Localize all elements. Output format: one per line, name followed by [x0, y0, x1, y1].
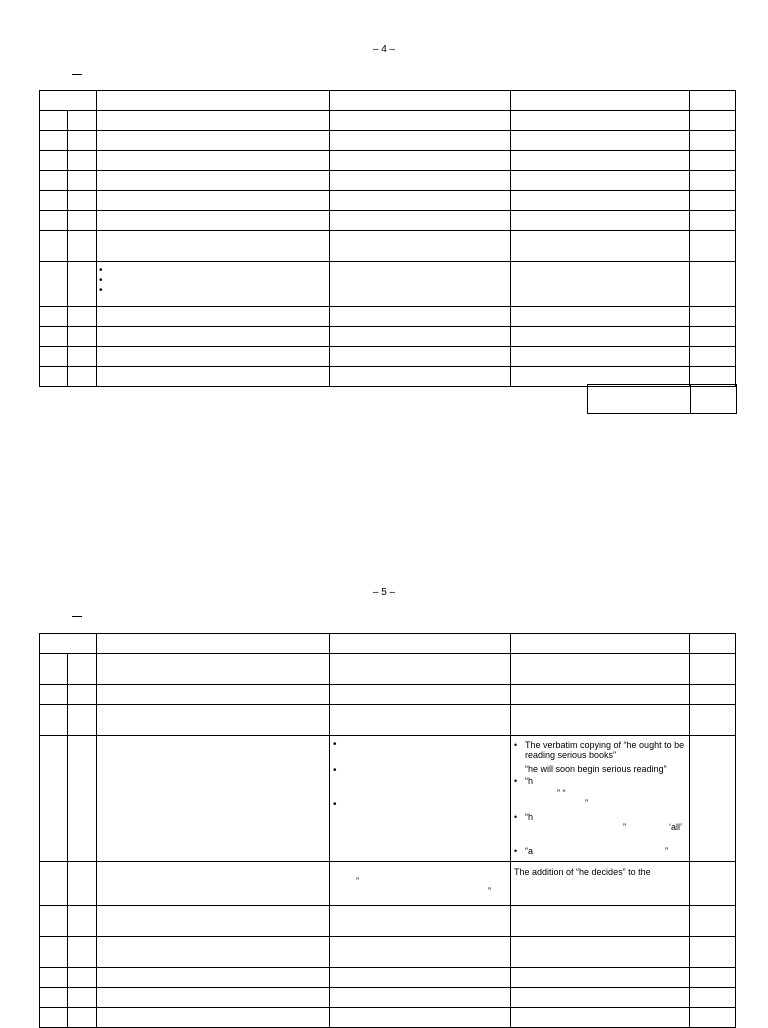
criteria-cell: [330, 736, 511, 862]
answer-cell: [511, 862, 690, 906]
answer-cell: • The verbatim copying of “he ought to be reading serious books” “he will soon begin serious reading” • “h ” “ ” • “h ” ‘all’ • “a ”: [511, 736, 690, 862]
answer-text: The addition of “he decides” to the: [514, 867, 651, 877]
header-cell: [97, 634, 330, 654]
header-cell: [97, 91, 330, 111]
page-number: – 4 –: [372, 44, 396, 55]
section-dash: [72, 74, 82, 75]
header-cell: [511, 91, 690, 111]
table-row: [40, 171, 736, 191]
table-row: [40, 968, 736, 988]
table-row: [40, 151, 736, 171]
header-cell: [330, 91, 511, 111]
header-cell: [40, 91, 97, 111]
marking-table: [39, 633, 736, 1028]
header-cell: [330, 634, 511, 654]
quote-marks: ”: [623, 822, 626, 832]
quote-marks: ”: [665, 846, 668, 856]
header-cell: [690, 634, 736, 654]
table-row: [40, 307, 736, 327]
bullet-item: [99, 266, 329, 276]
quote-marks: ”: [585, 798, 588, 808]
table-row: [40, 654, 736, 685]
table-row: [40, 191, 736, 211]
table-row: [40, 988, 736, 1008]
bullet: •: [333, 739, 337, 750]
table-row: [40, 736, 736, 862]
header-cell: [40, 634, 97, 654]
table-row: [40, 262, 736, 307]
bullet-item: [99, 286, 329, 296]
quote-marks: ”: [488, 886, 491, 896]
answer-text: “he will soon begin serious reading”: [525, 764, 667, 774]
quote-marks: ” “: [557, 788, 566, 798]
section-dash: [72, 616, 82, 617]
quote-marks: ”: [356, 876, 359, 886]
answer-text: “h: [525, 812, 534, 822]
answer-text: “h: [525, 776, 534, 786]
criteria-cell: [330, 862, 511, 906]
table-row: [40, 327, 736, 347]
answer-text: The verbatim copying of “he ought to be reading serious books”: [525, 740, 685, 760]
total-marks-box: [690, 384, 737, 414]
table-row: [40, 211, 736, 231]
table-row: [40, 705, 736, 736]
answer-text: “a: [525, 846, 534, 856]
table-row: [40, 347, 736, 367]
answer-text: ‘all’: [669, 822, 683, 832]
header-row: [40, 91, 736, 111]
bullet-list: [97, 262, 329, 296]
bullet: •: [333, 799, 337, 810]
total-label-box: [587, 384, 691, 414]
table-row: [40, 1008, 736, 1028]
table-row: [40, 685, 736, 705]
bullet-item: [99, 276, 329, 286]
marking-table: [39, 90, 736, 387]
page-number: – 5 –: [372, 587, 396, 598]
bullet-cell: [97, 262, 330, 307]
table-row: [40, 231, 736, 262]
bullet: •: [333, 765, 337, 776]
table-row: [40, 906, 736, 937]
header-cell: [511, 634, 690, 654]
table-row: [40, 862, 736, 906]
header-cell: [690, 91, 736, 111]
table-row: [40, 131, 736, 151]
header-row: [40, 634, 736, 654]
table-row: [40, 111, 736, 131]
table-row: [40, 937, 736, 968]
